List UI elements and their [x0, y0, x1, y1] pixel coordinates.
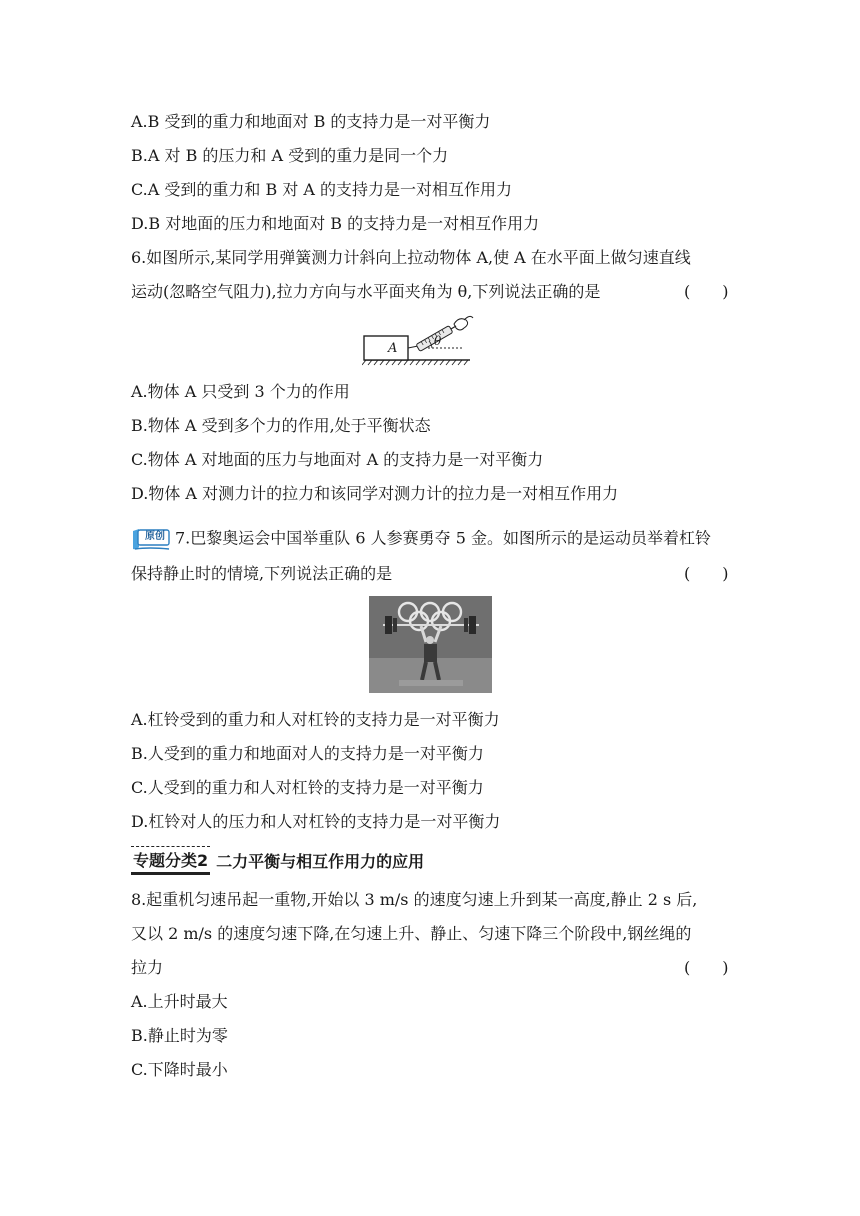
q7-answer-paren: ( )	[684, 564, 729, 583]
q6-stem-line2: 运动(忽略空气阻力),拉力方向与水平面夹角为 θ,下列说法正确的是	[131, 282, 601, 301]
q6-option-c: C.物体 A 对地面的压力与地面对 A 的支持力是一对平衡力	[131, 450, 544, 469]
q7-stem-line1	[131, 527, 711, 551]
q8-option-c: C.下降时最小	[131, 1060, 228, 1079]
q8-option-b: B.静止时为零	[131, 1026, 228, 1045]
q5-option-d: D.B 对地面的压力和地面对 B 的支持力是一对相互作用力	[131, 214, 540, 233]
q5-option-a: A.B 受到的重力和地面对 B 的支持力是一对平衡力	[131, 112, 491, 131]
q7-option-b: B.人受到的重力和地面对人的支持力是一对平衡力	[131, 744, 484, 763]
q6-option-a: A.物体 A 只受到 3 个力的作用	[131, 382, 350, 401]
q8-stem-line2: 又以 2 m/s 的速度匀速下降,在匀速上升、静止、匀速下降三个阶段中,钢丝绳的	[131, 924, 692, 943]
q6-stem-line1: 6.如图所示,某同学用弹簧测力计斜向上拉动物体 A,使 A 在水平面上做匀速直线	[131, 248, 691, 267]
q8-stem-line1: 8.起重机匀速吊起一重物,开始以 3 m/s 的速度匀速上升到某一高度,静止 2 s 后,	[131, 890, 698, 909]
original-badge	[131, 527, 171, 551]
q6-answer-paren: ( )	[684, 282, 729, 301]
q7-weightlifter-photo	[369, 596, 492, 693]
q8-option-a: A.上升时最大	[131, 992, 228, 1011]
original-badge-text: 原创	[145, 531, 165, 542]
q7-option-d: D.杠铃对人的压力和人对杠铃的支持力是一对平衡力	[131, 812, 501, 831]
q6-figure-angle-label: θ	[434, 334, 442, 348]
q5-option-b: B.A 对 B 的压力和 A 受到的重力是同一个力	[131, 146, 449, 165]
q5-option-c: C.A 受到的重力和 B 对 A 的支持力是一对相互作用力	[131, 180, 513, 199]
section-header	[131, 846, 424, 874]
section-title: 二力平衡与相互作用力的应用	[216, 851, 425, 871]
q8-stem-line3: 拉力	[131, 958, 164, 977]
q6-figure-block-label: A	[388, 341, 398, 356]
q7-stem-line2: 保持静止时的情境,下列说法正确的是	[131, 564, 393, 583]
section-tag: 专题分类2	[131, 846, 210, 875]
q6-option-d: D.物体 A 对测力计的拉力和该同学对测力计的拉力是一对相互作用力	[131, 484, 619, 503]
q8-answer-paren: ( )	[684, 958, 729, 977]
q7-option-c: C.人受到的重力和人对杠铃的支持力是一对平衡力	[131, 778, 484, 797]
q7-stem-text: 7.巴黎奥运会中国举重队 6 人参赛勇夺 5 金。如图所示的是运动员举着杠铃	[175, 528, 711, 548]
q6-figure-spring-scale	[362, 314, 474, 366]
q6-option-b: B.物体 A 受到多个力的作用,处于平衡状态	[131, 416, 431, 435]
q7-option-a: A.杠铃受到的重力和人对杠铃的支持力是一对平衡力	[131, 710, 500, 729]
